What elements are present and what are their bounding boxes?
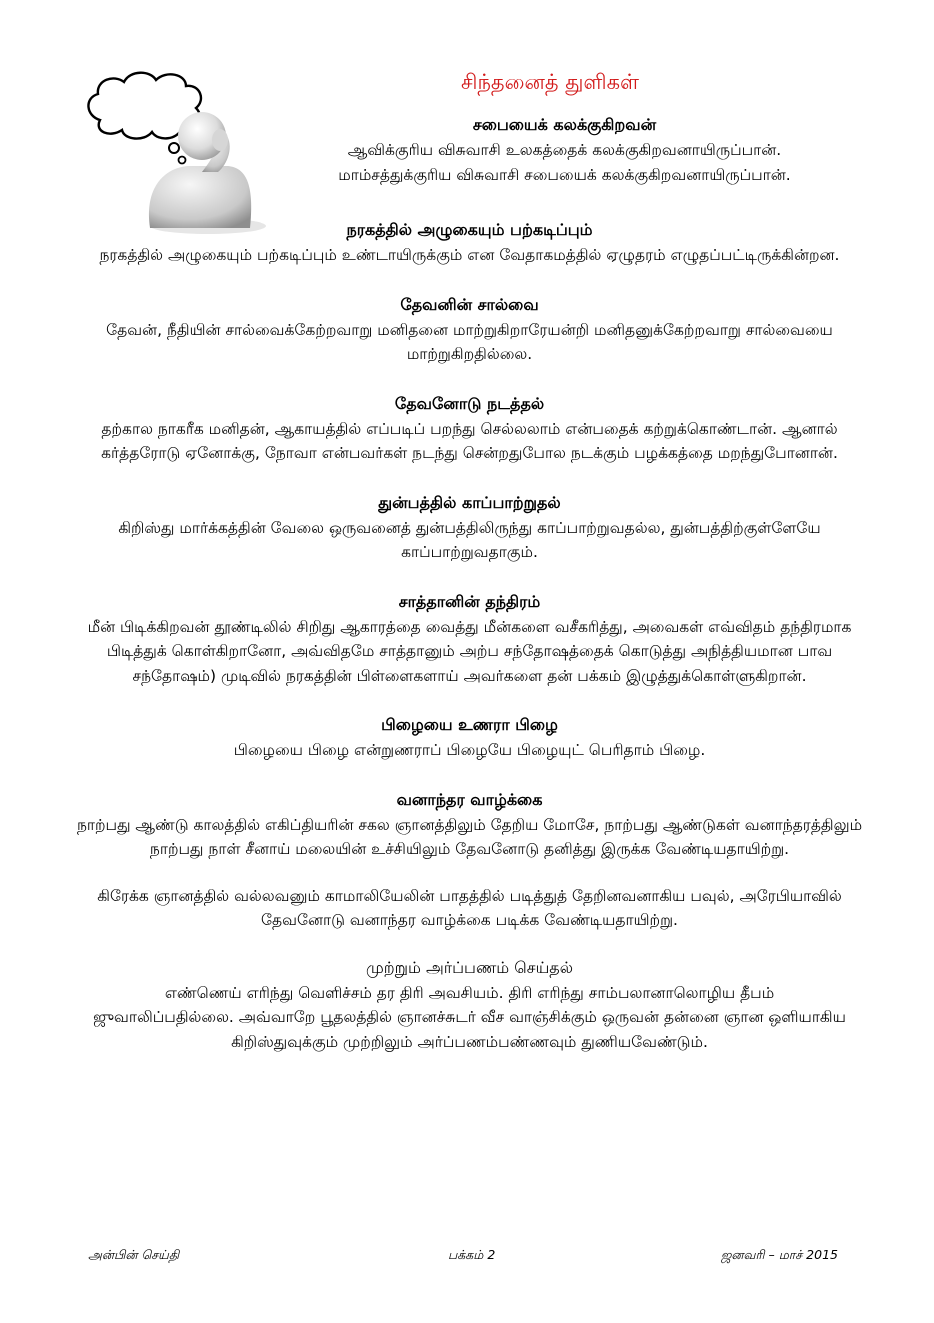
section-arppanam <box>72 955 867 1055</box>
section-nadathal <box>72 391 867 466</box>
section-body: பிழையை பிழை என்றுணராப் பிழையே பிழையுட் பெரிதாம் பிழை. <box>233 741 706 759</box>
section-body: தற்கால நாகரீக மனிதன், ஆகாயத்தில் எப்படிப் பறந்து செல்லலாம் என்பதைக் கற்றுக்கொண்டான். ஆனால் கர்த்தரோடு ஏனோக்கு, நோவா என்பவர்கள் நடந்து சென்றதுபோல நடக்கும் பழக்கத்தை மறந்துபோனான். <box>101 419 838 462</box>
section-heading: துன்பத்தில் காப்பாற்றுதல் <box>378 492 561 512</box>
section-body-2: கிரேக்க ஞானத்தில் வல்லவனும் காமாலியேலின் பாதத்தில் படித்துத் தேறினவனாகிய பவுல், அரேபியாவில் தேவனோடு வனாந்தர வாழ்க்கை படிக்க வேண்டியதாயிற்று. <box>97 886 842 929</box>
section-heading: பிழையை உணரா பிழை <box>381 715 558 734</box>
page-footer <box>88 1247 838 1267</box>
section-vananthara <box>72 787 867 933</box>
footer-page-number: பக்கம் 2 <box>448 1247 496 1262</box>
footer-date: ஜனவரி – மாச் 2015 <box>721 1247 838 1262</box>
section-naragam <box>72 217 867 268</box>
section-heading: வனாந்தர வாழ்க்கை <box>396 789 543 809</box>
section-pizhai <box>72 712 867 763</box>
section-body: நாற்பது ஆண்டு காலத்தில் எகிப்தியரின் சகல ஞானத்திலும் தேறிய மோசே, நாற்பது ஆண்டுகள் வனாந்தரத்திலும் நாற்பது நாள் சீனாய் மலையின் உச்சியிலும் தேவனோடு தனித்து இருக்க வேண்டியதாயிற்று. <box>76 815 863 858</box>
page-title: சிந்தனைத் துளிகள் <box>461 70 639 94</box>
section-heading: தேவனோடு நடத்தல் <box>394 393 545 413</box>
section-heading: நரகத்தில் அழுகையும் பற்கடிப்பும் <box>346 220 593 239</box>
section-body: தேவன், நீதியின் சால்வைக்கேற்றவாறு மனிதனை மாற்றுகிறாரேயன்றி மனிதனுக்கேற்றவாறு சால்வையை மாற்றுகிறதில்லை. <box>106 320 833 363</box>
section-body: எண்ணெய் எரிந்து வெளிச்சம் தர திரி அவசியம். திரி எரிந்து சாம்பலானாலொழிய தீபம் ஜுவாலிப்பதில்லை. அவ்வாறே பூதலத்தில் ஞானச்சுடர் வீச வாஞ்சிக்கும் ஒருவன் தன்னை ஞான ஒளியாகிய கிறிஸ்துவுக்கும் முற்றிலும் அர்ப்பணம்பண்ணவும் துணியவேண்டும். <box>93 983 846 1051</box>
section-sabai <box>72 112 867 187</box>
section-salvai <box>72 292 867 367</box>
section-body: நரகத்தில் அழுகையும் பற்கடிப்பும் உண்டாயிருக்கும் என வேதாகமத்தில் ஏழுதரம் எழுதப்பட்டிருக்கின்றன. <box>99 246 840 264</box>
section-body: மீன் பிடிக்கிறவன் தூண்டிலில் சிறிது ஆகாரத்தை வைத்து மீன்களை வசீகரித்து, அவைகள் எவ்விதம் தந்திரமாக பிடித்துக் கொள்கிறானோ, அவ்விதமே சாத்தானும் அற்ப சந்தோஷத்தைக் கொடுத்து அநித்தியமான பாவ சந்தோஷம்) முடிவில் நரகத்தின் பிள்ளைகளாய் அவர்களை தன் பக்கம் இழுத்துக்கொள்ளுகிறான். <box>87 617 852 685</box>
section-body: கிறிஸ்து மார்க்கத்தின் வேலை ஒருவனைத் துன்பத்திலிருந்து காப்பாற்றுவதல்ல, துன்பத்திற்குள்ளேயே காப்பாற்றுவதாகும். <box>118 518 821 561</box>
section-heading: தேவனின் சால்வை <box>400 294 539 314</box>
footer-publication: அன்பின் செய்தி <box>88 1247 180 1262</box>
section-heading: சாத்தானின் தந்திரம் <box>398 591 541 611</box>
section-thanthiram <box>72 589 867 689</box>
section-heading: சபையைக் கலக்குகிறவன் <box>472 115 657 134</box>
section-thunbam <box>72 490 867 565</box>
content-sections <box>72 112 867 1054</box>
section-body: ஆவிக்குரிய விசுவாசி உலகத்தைக் கலக்குகிறவனாயிருப்பான். மாம்சத்துக்குரிய விசுவாசி சபையைக் கலக்குகிறவனாயிருப்பான். <box>338 141 791 184</box>
section-heading: முற்றும் அர்ப்பணம் செய்தல் <box>366 957 573 977</box>
